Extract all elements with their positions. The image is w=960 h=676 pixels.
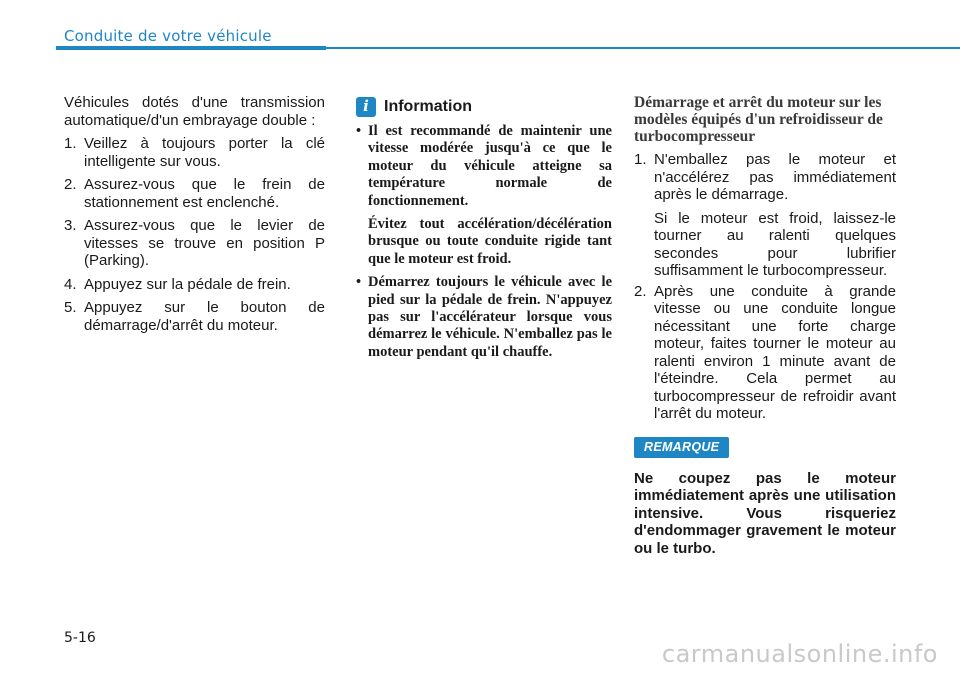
bullet-dot: •: [356, 123, 362, 139]
step-text: N'emballez pas le moteur et n'accélérez pas immédiatement après le démarrage.: [654, 151, 896, 203]
column-left: [64, 94, 325, 334]
list-item: [64, 217, 325, 270]
step-text: Veillez à toujours porter la clé intelligente sur vous.: [84, 135, 325, 170]
step-number: 3.: [64, 217, 77, 234]
bullet-dot: •: [356, 274, 362, 291]
section-header-title: Conduite de votre véhicule: [64, 27, 272, 45]
step-number: 2.: [64, 176, 77, 193]
step-text: Si le moteur est froid, laissez-le tourner au ralenti quelques secondes pour lubrifier suffisamment le turbocompresseur.: [654, 209, 896, 279]
step-text: Appuyez sur le bouton de démarrage/d'arrêt du moteur.: [84, 299, 325, 334]
watermark: carmanualsonline.info: [661, 640, 938, 668]
start-steps-list: [64, 135, 325, 334]
information-panel: [356, 94, 612, 367]
step-number: 5.: [64, 299, 77, 316]
list-item: [64, 276, 325, 294]
remark-text: Ne coupez pas le moteur immédiatement après une utilisation intensive. Vous risqueriez d'endommager gravement le moteur ou le turbo.: [634, 469, 896, 557]
section-title: Démarrage et arrêt du moteur sur les modèles équipés d'un refroidisseur de turbocompresseur: [634, 94, 883, 145]
info-icon: i: [356, 97, 376, 117]
information-title: Information: [384, 98, 472, 116]
list-item: [64, 135, 325, 170]
step-text: Assurez-vous que le frein de stationnement est enclenché.: [84, 176, 325, 211]
list-item: [356, 123, 612, 268]
list-item: [634, 283, 896, 423]
remark-badge: REMARQUE: [634, 437, 729, 458]
step-text: Appuyez sur la pédale de frein.: [84, 275, 291, 293]
bullet-text: Il est recommandé de maintenir une vitesse modérée jusqu'à ce que le moteur du véhicule atteigne sa température normale de fonctionnement.: [368, 123, 612, 209]
bullet-text: Démarrez toujours le véhicule avec le pied sur la pédale de frein. N'appuyez pas sur l'accélérateur lorsque vous démarrez le véhicule. N'emballez pas le moteur pendant qu'il chauffe.: [368, 274, 612, 360]
list-item: [64, 176, 325, 211]
bullet-text: Évitez tout accélération/décélération brusque ou toute conduite rigide tant que le moteur est froid.: [368, 216, 612, 267]
step-number: 1.: [634, 151, 647, 168]
column-right: [634, 94, 896, 557]
step-number: 4.: [64, 275, 77, 293]
page-number: 5-16: [64, 630, 96, 646]
step-number: 1.: [64, 135, 77, 152]
list-item: [634, 151, 896, 280]
list-item: [356, 274, 612, 361]
list-item: [64, 299, 325, 334]
intro-text: Véhicules dotés d'une transmission automatique/d'un embrayage double :: [64, 94, 325, 129]
step-text: Après une conduite à grande vitesse ou une conduite longue nécessitant une forte charge moteur, faites tourner le moteur au ralenti environ 1 minute avant de l'éteindre. Cela permet au turbocompresseur de refroidir avant l'arrêt du moteur.: [654, 282, 896, 422]
step-text: Assurez-vous que le levier de vitesses se trouve en position P (Parking).: [84, 217, 325, 269]
information-header: [356, 94, 612, 120]
turbo-steps-list: [634, 151, 896, 423]
step-number: 2.: [634, 282, 647, 300]
header-rule-thick: [56, 46, 326, 50]
information-bullets: [356, 123, 612, 361]
header-rule-thin: [326, 47, 960, 49]
